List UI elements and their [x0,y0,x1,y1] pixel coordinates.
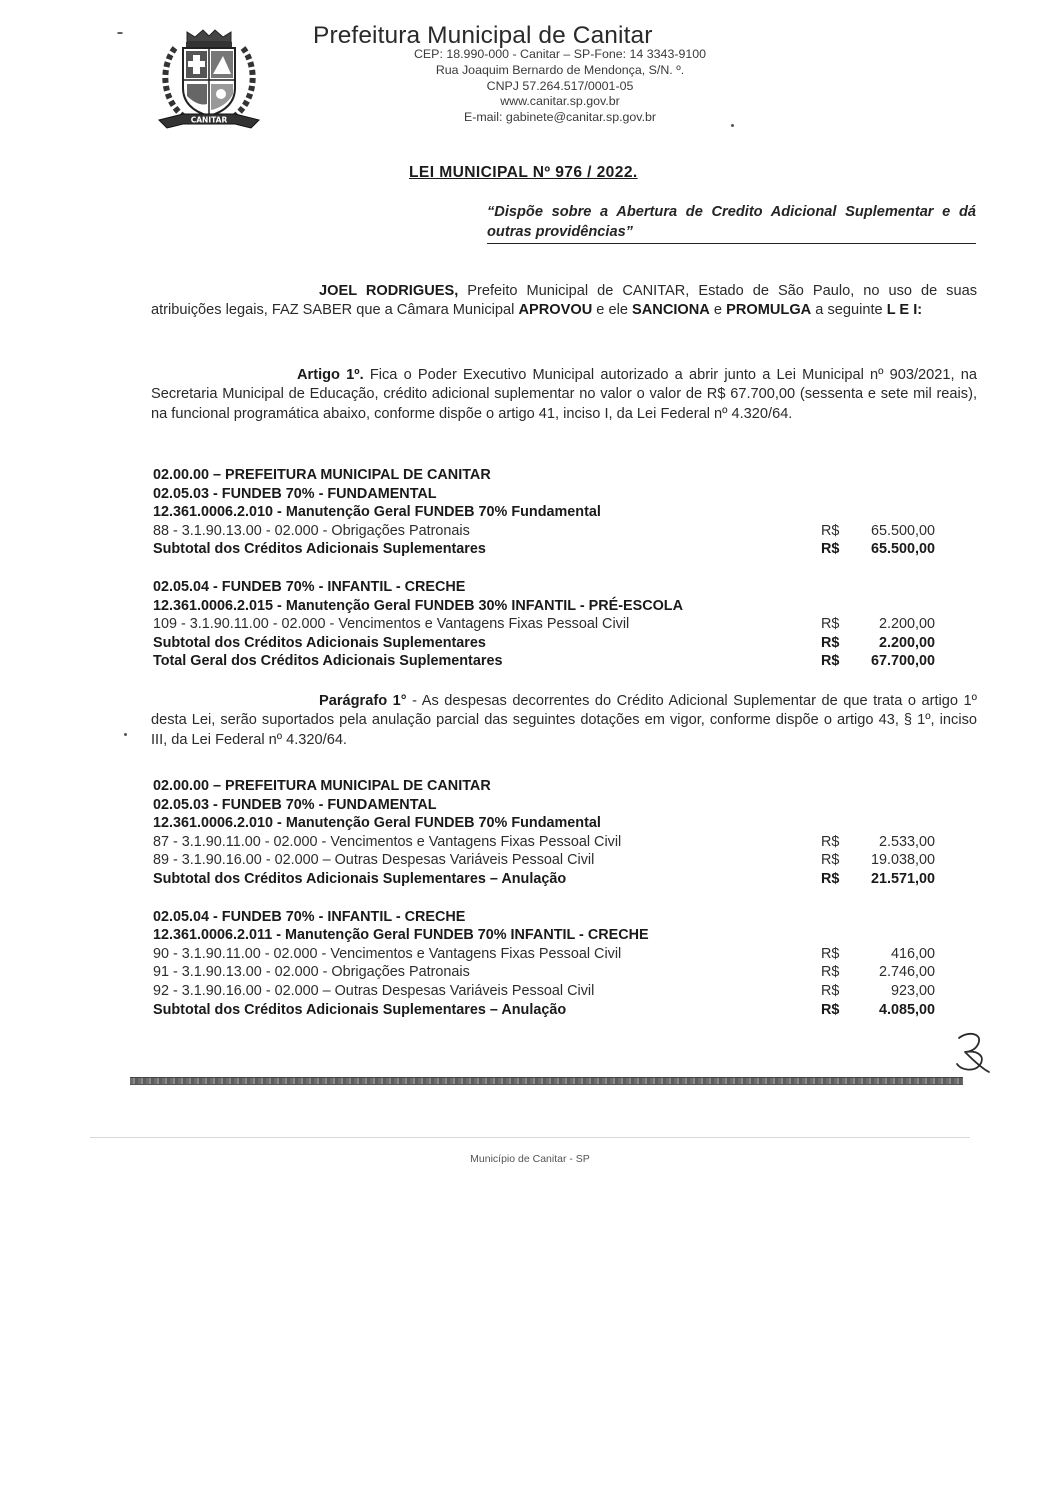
budget-row [153,983,943,1002]
signature-initial [951,1028,993,1076]
annulment-table [153,778,943,1020]
municipality-name: Prefeitura Municipal de Canitar [313,22,653,49]
budget-row-label: Total Geral dos Créditos Adicionais Suplementares [153,653,503,670]
currency-symbol: R$ [821,522,840,539]
budget-row-label: Subtotal dos Créditos Adicionais Suplementares [153,541,486,558]
budget-row [153,964,943,983]
budget-row-label: 12.361.0006.2.010 - Manutenção Geral FUNDEB 70% Fundamental [153,815,601,832]
currency-symbol: R$ [821,945,840,962]
budget-row-label: 109 - 3.1.90.11.00 - 02.000 - Vencimentos e Vantagens Fixas Pessoal Civil [153,616,630,633]
budget-row [153,523,943,542]
currency-symbol: R$ [821,1001,840,1018]
currency-symbol: R$ [821,964,840,981]
budget-row [153,871,943,890]
promulga-word: PROMULGA [726,302,812,319]
currency-symbol: R$ [821,541,840,558]
currency-symbol: R$ [821,653,840,670]
amount-value: 21.571,00 [870,870,935,887]
budget-row-label: 12.361.0006.2.015 - Manutenção Geral FUNDEB 30% INFANTIL - PRÉ-ESCOLA [153,597,683,614]
address-line: Rua Joaquim Bernardo de Mendonça, S/N. º. [435,62,685,77]
budget-row-label: Subtotal dos Créditos Adicionais Suplementares [153,634,486,651]
contact-info [340,47,780,126]
supplementary-credits-table [153,467,943,672]
budget-row [153,635,943,654]
currency-symbol: R$ [821,634,840,651]
budget-row-label: 88 - 3.1.90.13.00 - 02.000 - Obrigações Patronais [153,522,470,539]
preamble-text: e [709,302,727,319]
preamble-text: e ele [592,302,633,319]
sanciona-word: SANCIONA [632,302,710,319]
coat-of-arms-icon [153,28,265,134]
amount-value: 2.200,00 [878,634,935,651]
budget-row [153,946,943,965]
amount-value: 416,00 [890,945,935,962]
budget-row [153,815,943,834]
article-1-text: Fica o Poder Executivo Municipal autorizado a abrir junto a Lei Municipal nº 903/2021, na Secretaria Municipal de Educação, crédito adicional suplementar no valor o valor de R$ 67.700,00 (sessenta e sete mil reais), na funcional programática abaixo, conforme dispõe o artigo 41, inciso I, da Lei Federal nº 4.320/64. [151,367,977,422]
page-footer: Município de Canitar - SP [470,1153,590,1165]
amount-value: 2.533,00 [878,833,935,850]
row-spacer [153,890,943,909]
budget-row-label: 02.00.00 – PREFEITURA MUNICIPAL DE CANITAR [153,778,491,794]
budget-row [153,909,943,928]
cnpj-line: CNPJ 57.264.517/0001-05 [486,78,634,93]
budget-row-label: 12.361.0006.2.011 - Manutenção Geral FUNDEB 70% INFANTIL - CRECHE [153,927,649,944]
scan-speck [124,733,127,736]
amount-value: 65.500,00 [870,541,935,558]
budget-row [153,797,943,816]
budget-row [153,579,943,598]
currency-symbol: R$ [821,833,840,850]
amount-value: 2.746,00 [878,964,935,981]
law-summary: “Dispõe sobre a Abertura de Credito Adicional Suplementar e dá outras providências” [487,203,976,244]
budget-row [153,616,943,635]
amount-value: 65.500,00 [870,522,935,539]
budget-row-label: 12.361.0006.2.010 - Manutenção Geral FUNDEB 70% Fundamental [153,504,601,521]
budget-row [153,852,943,871]
budget-row-label: 91 - 3.1.90.13.00 - 02.000 - Obrigações Patronais [153,964,470,981]
budget-row-label: 89 - 3.1.90.16.00 - 02.000 – Outras Despesas Variáveis Pessoal Civil [153,852,595,869]
budget-row [153,504,943,523]
page-divider [130,1077,963,1085]
currency-symbol: R$ [821,852,840,869]
budget-row [153,778,943,797]
paragraph-1 [151,692,977,750]
paragraph-1-label: Parágrafo 1° [319,693,407,709]
cep-phone-line: CEP: 18.990-000 - Canitar – SP-Fone: 14 3343-9100 [413,47,707,61]
amount-value: 19.038,00 [870,852,935,869]
lei-word: L E I: [886,302,923,319]
row-spacer [153,560,943,579]
currency-symbol: R$ [821,870,840,887]
budget-row [153,834,943,853]
budget-row-label: 02.05.03 - FUNDEB 70% - FUNDAMENTAL [153,796,437,813]
amount-value: 67.700,00 [870,653,935,670]
budget-row [153,467,943,486]
scan-speck [731,124,734,127]
amount-value: 4.085,00 [878,1001,935,1018]
preamble-text: a seguinte [811,302,887,319]
budget-row-label: 02.05.04 - FUNDEB 70% - INFANTIL - CRECHE [153,578,466,595]
budget-row [153,653,943,672]
budget-row [153,927,943,946]
budget-row-label: 87 - 3.1.90.11.00 - 02.000 - Vencimentos e Vantagens Fixas Pessoal Civil [153,833,622,850]
currency-symbol: R$ [821,982,840,999]
budget-row [153,1002,943,1021]
budget-row-label: Subtotal dos Créditos Adicionais Suplementares – Anulação [153,1001,567,1018]
preamble-paragraph [151,282,977,321]
footer-divider [90,1137,970,1138]
law-title: LEI MUNICIPAL Nº 976 / 2022. [409,164,638,181]
article-1-label: Artigo 1º. [297,367,364,383]
amount-value: 923,00 [890,982,935,999]
budget-row [153,541,943,560]
budget-row-label: 02.00.00 – PREFEITURA MUNICIPAL DE CANITAR [153,467,491,483]
budget-row-label: 02.05.03 - FUNDEB 70% - FUNDAMENTAL [153,485,437,502]
currency-symbol: R$ [821,616,840,633]
svg-text:CANITAR: CANITAR [190,115,228,125]
amount-value: 2.200,00 [878,616,935,633]
budget-row-label: Subtotal dos Créditos Adicionais Suplementares – Anulação [153,870,567,887]
budget-row-label: 92 - 3.1.90.16.00 - 02.000 – Outras Despesas Variáveis Pessoal Civil [153,982,595,999]
email-line: E-mail: gabinete@canitar.sp.gov.br [463,110,657,125]
article-1-paragraph [151,366,977,424]
budget-row [153,486,943,505]
paragraph-1-text: - As despesas decorrentes do Crédito Adicional Suplementar de que trata o artigo 1º desta Lei, serão suportados pela anulação parcial das seguintes dotações em vigor, conforme dispõe o artigo 43, § 1º, inciso III, da Lei Federal nº 4.320/64. [151,693,977,748]
website-line: www.canitar.sp.gov.br [500,94,620,109]
budget-row-label: 02.05.04 - FUNDEB 70% - INFANTIL - CRECHE [153,908,466,925]
scan-speck [117,32,123,34]
budget-row [153,598,943,617]
budget-row-label: 90 - 3.1.90.11.00 - 02.000 - Vencimentos e Vantagens Fixas Pessoal Civil [153,945,622,962]
preamble-text: Prefeito Municipal de CANITAR, Estado de São Paulo, no uso de suas atribuições legais, FAZ SABER que a Câmara Municipal [151,283,977,319]
approved-word: APROVOU [518,302,593,319]
mayor-name: JOEL RODRIGUES, [319,283,459,299]
